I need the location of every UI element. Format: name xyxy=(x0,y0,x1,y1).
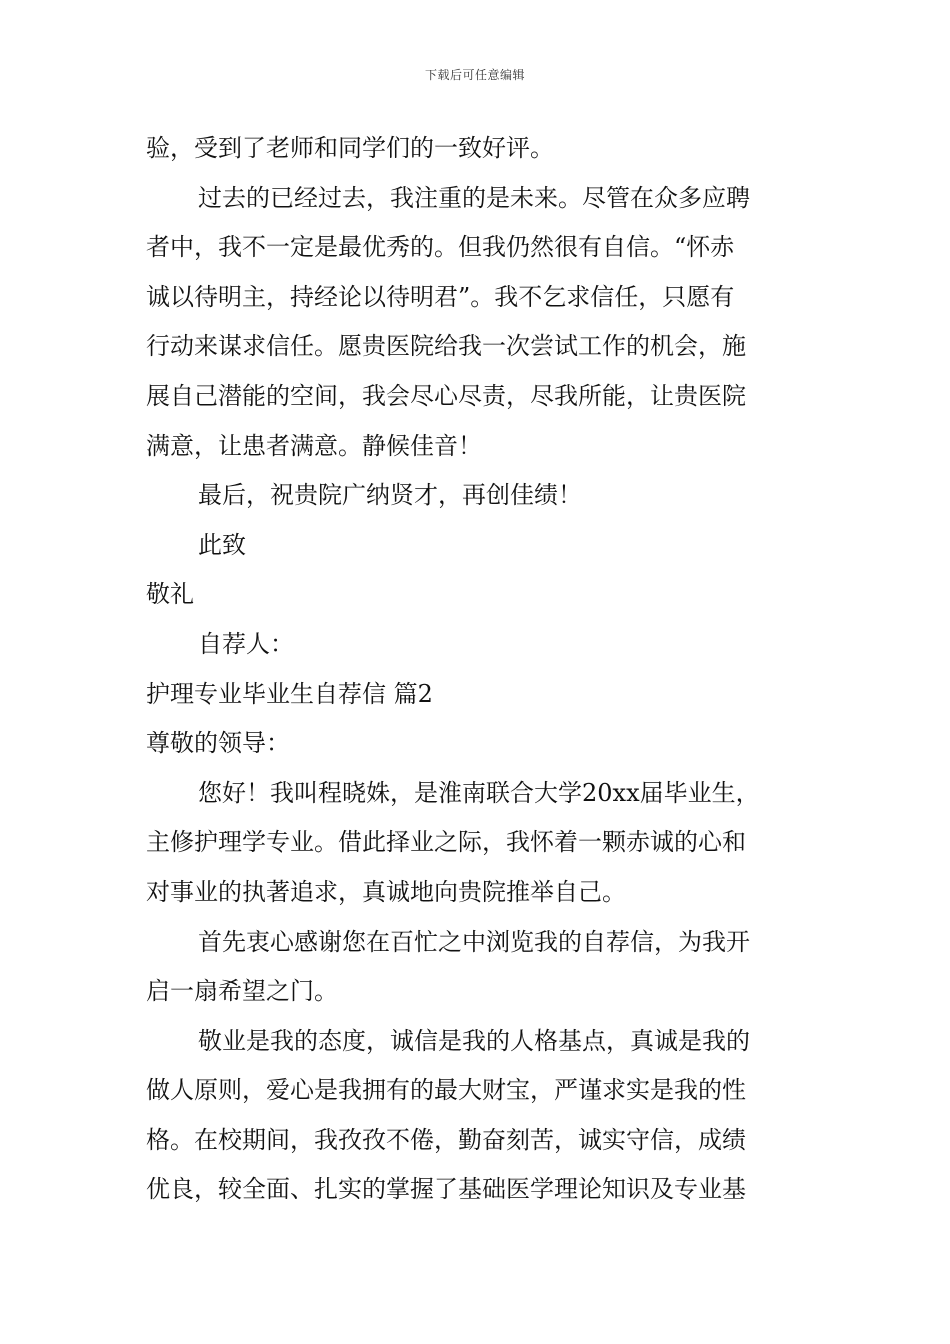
text-line: 展自己潜能的空间，我会尽心尽责，尽我所能，让贵医院 xyxy=(146,381,746,410)
signature-line: 自荐人： xyxy=(198,629,294,658)
text-line: 最后，祝贵院广纳贤才，再创佳绩！ xyxy=(198,481,582,510)
text-line: 验，受到了老师和同学们的一致好评。 xyxy=(146,134,554,162)
text-line: 做人原则，爱心是我拥有的最大财宝，严谨求实是我的性 xyxy=(146,1076,746,1105)
text-line: 首先衷心感谢您在百忙之中浏览我的自荐信，为我开 xyxy=(198,927,750,956)
text-line: 者中，我不一定是最优秀的。但我仍然很有自信。“怀赤 xyxy=(146,233,735,262)
text-line: 格。在校期间，我孜孜不倦，勤奋刻苦，诚实守信，成绩 xyxy=(146,1125,746,1154)
text-line: 优良，较全面、扎实的掌握了基础医学理论知识及专业基 xyxy=(146,1175,746,1204)
text-line: 诚以待明主，持经论以待明君”。我不乞求信任，只愿有 xyxy=(146,282,735,311)
salutation-line: 敬礼 xyxy=(146,580,194,609)
document-body xyxy=(146,124,806,1215)
closing-line: 此致 xyxy=(198,530,246,559)
section-title: 护理专业毕业生自荐信 篇2 xyxy=(146,679,433,708)
text-line: 对事业的执著追求，真诚地向贵院推举自己。 xyxy=(146,877,626,906)
text-line: 过去的已经过去，我注重的是未来。尽管在众多应聘 xyxy=(198,183,750,212)
greeting-line: 尊敬的领导： xyxy=(146,729,290,758)
text-line: 敬业是我的态度，诚信是我的人格基点，真诚是我的 xyxy=(198,1026,750,1055)
text-line: 主修护理学专业。借此择业之际，我怀着一颗赤诚的心和 xyxy=(146,828,746,857)
text-line: 满意，让患者满意。静候佳音！ xyxy=(146,431,482,460)
text-line: 启一扇希望之门。 xyxy=(146,977,338,1006)
text-line: 您好！我叫程晓姝，是淮南联合大学20xx届毕业生， xyxy=(198,778,760,807)
page-header: 下载后可任意编辑 xyxy=(424,68,525,82)
text-line: 行动来谋求信任。愿贵医院给我一次尝试工作的机会，施 xyxy=(146,332,746,361)
